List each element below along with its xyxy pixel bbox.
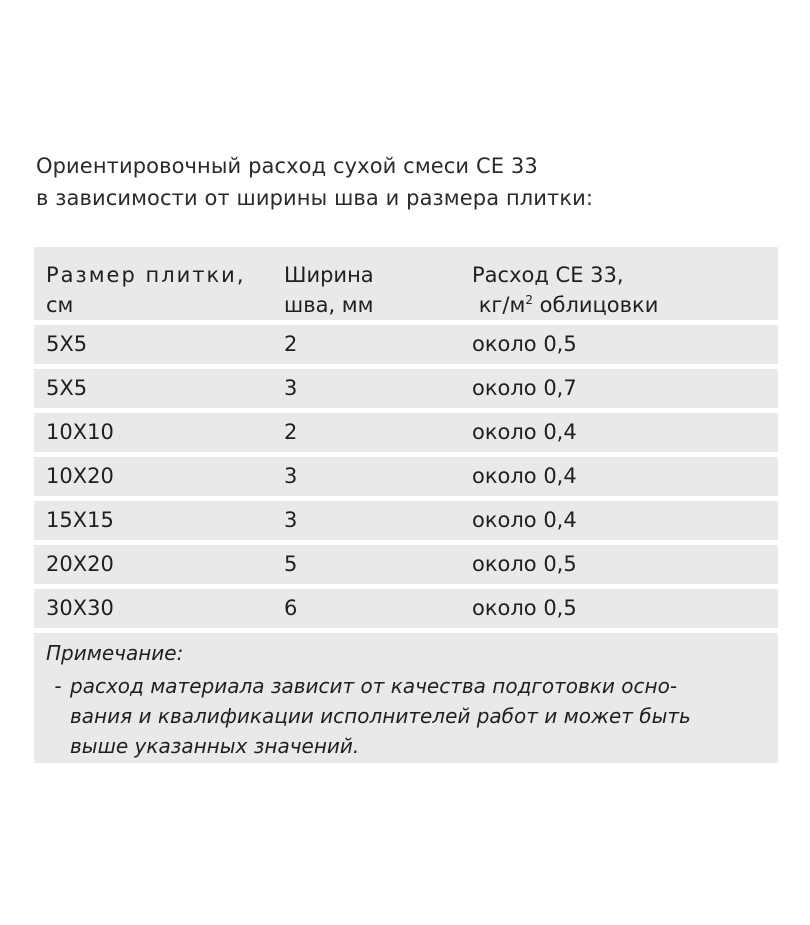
cell-consumption: около 0,4 <box>472 420 577 444</box>
cell-tile-size: 10Х20 <box>46 464 114 488</box>
cell-tile-size: 15Х15 <box>46 508 114 532</box>
note-line-3: выше указанных значений. <box>70 734 360 758</box>
note-dash: - <box>54 674 62 698</box>
table-row <box>34 501 778 540</box>
cell-joint-width: 3 <box>284 508 298 532</box>
cell-tile-size: 20Х20 <box>46 552 114 576</box>
cell-tile-size: 30Х30 <box>46 596 114 620</box>
cell-tile-size: 10Х10 <box>46 420 114 444</box>
note-block <box>34 633 778 763</box>
title-line-1: Ориентировочный расход сухой смеси CE 33 <box>36 154 538 178</box>
consumption-table <box>34 247 778 763</box>
table-header-row <box>34 247 778 320</box>
cell-consumption: около 0,7 <box>472 376 577 400</box>
cell-joint-width: 2 <box>284 420 298 444</box>
cell-consumption: около 0,5 <box>472 332 577 356</box>
table-row <box>34 369 778 408</box>
table-row <box>34 589 778 628</box>
cell-joint-width: 6 <box>284 596 298 620</box>
cell-joint-width: 2 <box>284 332 298 356</box>
table-row <box>34 413 778 452</box>
note-label: Примечание: <box>46 641 184 665</box>
header-consumption: Расход CE 33, $кг/м^2$ облицовки <box>472 263 659 317</box>
title-line-2: в зависимости от ширины шва и размера плитки: <box>36 186 594 210</box>
page-title <box>36 150 776 214</box>
cell-joint-width: 5 <box>284 552 298 576</box>
table-row <box>34 545 778 584</box>
cell-joint-width: 3 <box>284 464 298 488</box>
cell-consumption: около 0,5 <box>472 596 577 620</box>
cell-consumption: около 0,5 <box>472 552 577 576</box>
header-tile-size: Размер плитки, см <box>46 263 246 317</box>
cell-consumption: около 0,4 <box>472 508 577 532</box>
header-joint-width: Ширина шва, мм <box>284 263 374 317</box>
cell-tile-size: 5Х5 <box>46 376 88 400</box>
note-line-2: вания и квалификации исполнителей работ и может быть <box>70 704 691 728</box>
note-body <box>46 671 776 761</box>
cell-tile-size: 5Х5 <box>46 332 88 356</box>
cell-consumption: около 0,4 <box>472 464 577 488</box>
cell-joint-width: 3 <box>284 376 298 400</box>
table-row <box>34 325 778 364</box>
note-line-1: расход материала зависит от качества подготовки осно- <box>70 674 678 698</box>
table-row <box>34 457 778 496</box>
